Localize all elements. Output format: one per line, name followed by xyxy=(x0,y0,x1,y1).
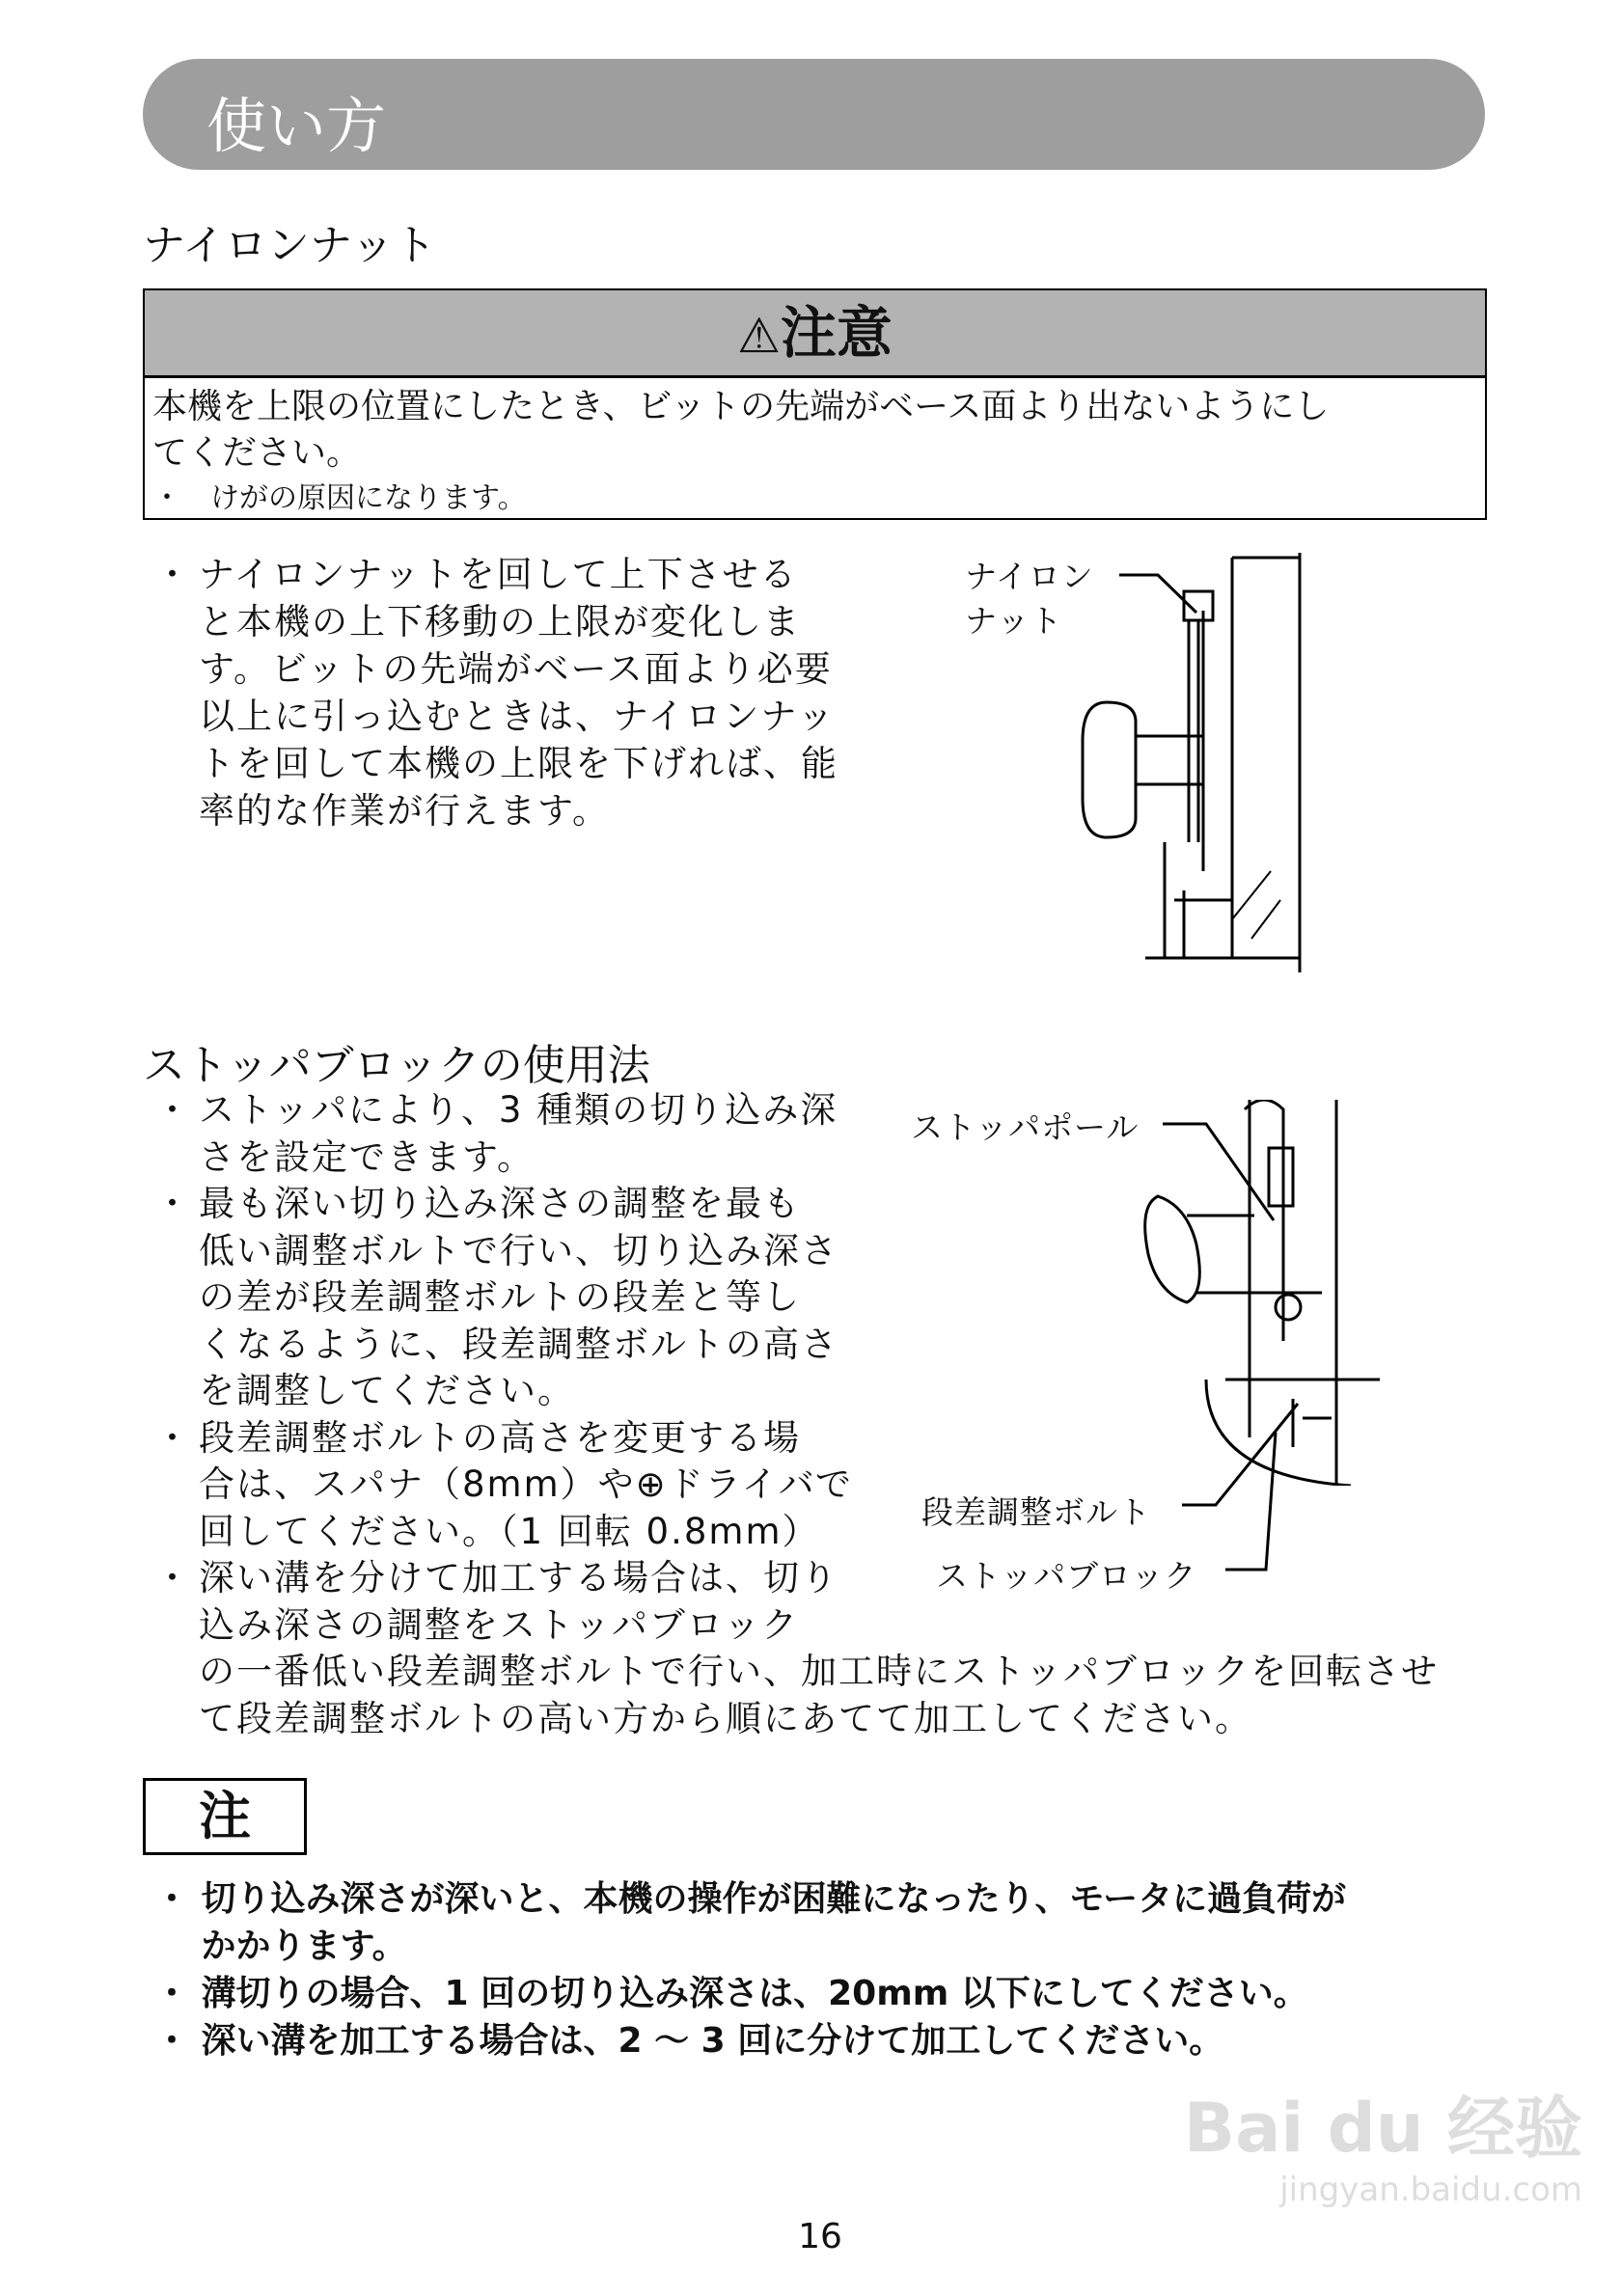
caution-header xyxy=(145,290,1485,378)
paragraph-line: す。ビットの先端がベース面より必要 xyxy=(199,648,833,690)
note-item: かかります。 xyxy=(154,1927,407,1966)
section-header xyxy=(143,59,1485,170)
bullet: ・ xyxy=(154,1183,190,1224)
bullet: ・ xyxy=(154,554,190,595)
note-item: ・ 溝切りの場合、1 回の切り込み深さは、20mm 以下にしてください。 xyxy=(154,1974,1308,2013)
paragraph-line: ナイロンナットを回して上下させる xyxy=(199,554,798,595)
watermark-url: jingyan.baidu.com xyxy=(1279,2171,1582,2209)
paragraph-line: 低い調整ボルトで行い、切り込み深さ xyxy=(199,1229,838,1271)
paragraph-line: 深い溝を分けて加工する場合は、切り xyxy=(199,1557,838,1599)
heading-stopper-block: ストッパブロックの使用法 xyxy=(143,1041,650,1090)
paragraph-line: て段差調整ボルトの高い方から順にあてて加工してください。 xyxy=(199,1697,1252,1739)
paragraph-line: 回してください。（1 回転 0.8mm） xyxy=(199,1510,820,1552)
leader-line xyxy=(1119,569,1206,617)
paragraph-line: ストッパにより、3 種類の切り込み深 xyxy=(199,1089,838,1131)
paragraph-line: 段差調整ボルトの高さを変更する場 xyxy=(199,1416,801,1459)
label-stopper-block: ストッパブロック xyxy=(936,1557,1197,1595)
note-item: ・ 切り込み深さが深いと、本機の操作が困難になったり、モータに過負荷が xyxy=(154,1879,1347,1919)
paragraph-line: の差が段差調整ボルトの段差と等し xyxy=(199,1276,801,1318)
paragraph-line: を調整してください。 xyxy=(199,1370,575,1411)
paragraph-line: さを設定できます。 xyxy=(199,1135,536,1178)
paragraph-line: 以上に引っ込むときは、ナイロンナッ xyxy=(199,696,836,737)
paragraph-line: トを回して本機の上限を下げれば、能 xyxy=(199,743,838,784)
paragraph-line: の一番低い段差調整ボルトで行い、加工時にストッパブロックを回転させ xyxy=(199,1651,1440,1692)
caution-text: てください。 xyxy=(152,433,362,473)
leader-lines xyxy=(1158,1114,1389,1592)
paragraph-line: 合は、スパナ（8mm）や⊕ドライバで xyxy=(199,1463,854,1505)
page-number: 16 xyxy=(798,2217,842,2256)
paragraph-line: と本機の上下移動の上限が変化しま xyxy=(199,601,801,642)
note-item: ・ 深い溝を加工する場合は、2 ～ 3 回に分けて加工してください。 xyxy=(154,2021,1224,2061)
label-nylon: ナイロン xyxy=(965,558,1094,595)
caution-title: 注意 xyxy=(780,300,893,366)
bullet: ・ xyxy=(154,1416,190,1459)
paragraph-line: 最も深い切り込み深さの調整を最も xyxy=(199,1183,801,1224)
paragraph-line: 込み深さの調整をストッパブロック xyxy=(199,1603,800,1646)
label-stopper-pole: ストッパポール xyxy=(911,1108,1140,1146)
caution-note: ・ けがの原因になります。 xyxy=(152,481,527,515)
paragraph-line: 率的な作業が行えます。 xyxy=(199,790,611,832)
label-nut: ナット xyxy=(965,602,1063,640)
paragraph-line: くなるように、段差調整ボルトの高さ xyxy=(199,1323,838,1365)
heading-nylon-nut: ナイロンナット xyxy=(143,221,437,270)
bullet: ・ xyxy=(154,1089,190,1131)
page-title: 使い方 xyxy=(206,91,387,161)
label-step-bolt: 段差調整ボルト xyxy=(921,1493,1151,1531)
caution-box xyxy=(143,288,1487,520)
note-box: 注 xyxy=(143,1778,307,1855)
watermark-logo: Bai du 经验 xyxy=(1183,2089,1582,2168)
caution-text: 本機を上限の位置にしたとき、ビットの先端がベース面より出ないようにし xyxy=(152,387,1330,426)
warning-triangle-icon: ⚠ xyxy=(737,308,781,364)
bullet: ・ xyxy=(154,1557,190,1599)
